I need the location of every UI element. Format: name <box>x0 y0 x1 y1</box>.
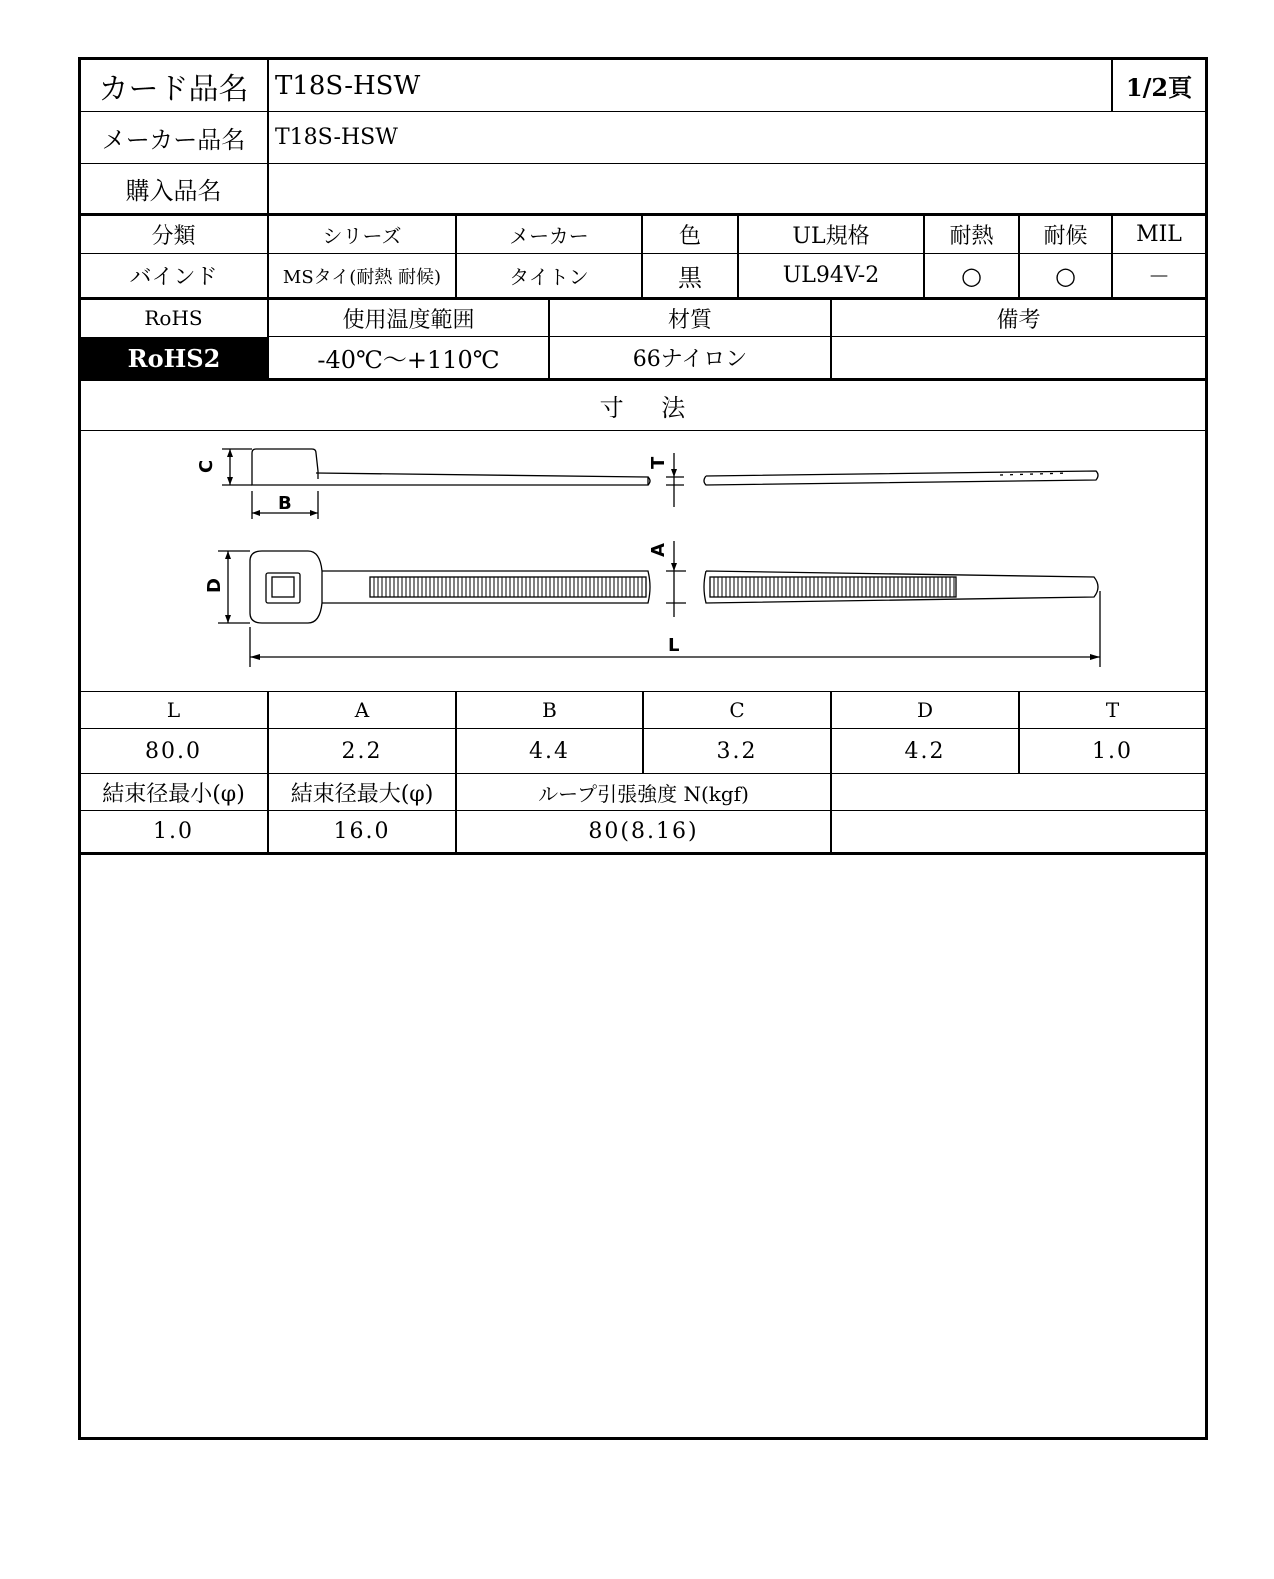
bundle-header-min: 結束径最小(φ) <box>102 781 245 807</box>
spec-header-category: 分類 <box>151 224 196 249</box>
spec-header-series: シリーズ <box>322 224 402 248</box>
spec-header-maker: メーカー <box>509 224 589 248</box>
page-number: 1/2頁 <box>1125 73 1193 102</box>
bundle-value-min: 1.0 <box>153 819 194 844</box>
card-name-value: T18S-HSW <box>275 70 421 101</box>
purchase-name-label: 購入品名 <box>125 177 222 205</box>
top-view-head <box>250 551 322 623</box>
spec-value-series: MSタイ(耐熱 耐候) <box>282 266 442 288</box>
bundle-value-max: 16.0 <box>333 819 391 844</box>
dim-value-a: 2.2 <box>341 738 383 764</box>
spec-value-weather: ○ <box>1055 261 1076 290</box>
side-view-tail <box>704 471 1098 485</box>
material-value: 66ナイロン <box>632 347 748 372</box>
dim-header-t: T <box>1105 698 1120 722</box>
dim-value-l: 80.0 <box>145 738 202 764</box>
rohs-badge: RoHS2 <box>80 337 268 380</box>
dim-value-c: 3.2 <box>716 738 758 764</box>
dimensions-title: 寸 法 <box>599 394 686 422</box>
cable-tie-drawing <box>80 431 1206 691</box>
material-header-remarks: 備考 <box>996 307 1041 333</box>
material-header-material: 材質 <box>667 307 712 333</box>
spec-header-ul: UL規格 <box>792 224 870 249</box>
maker-name-label: メーカー品名 <box>101 126 246 154</box>
purchase-name-value <box>269 164 1205 213</box>
dim-label-t: T <box>648 456 669 469</box>
temp-range-value: -40℃～+110℃ <box>317 346 500 374</box>
dim-header-b: B <box>542 698 557 722</box>
dim-header-l: L <box>166 698 181 722</box>
dim-label-d: D <box>204 578 225 593</box>
bundle-header-strength: ループ引張強度 N(kgf) <box>538 781 749 806</box>
dim-header-a: A <box>354 698 370 722</box>
bundle-value-blank <box>832 811 1205 852</box>
notes-area <box>80 856 1205 1436</box>
dim-value-b: 4.4 <box>529 738 570 764</box>
dim-header-c: C <box>729 698 745 722</box>
material-header-rohs: RoHS <box>144 306 203 330</box>
spec-header-mil: MIL <box>1136 222 1182 247</box>
spec-value-color: 黒 <box>678 264 702 292</box>
side-view-strap <box>252 473 648 485</box>
dim-label-l: L <box>668 635 680 656</box>
top-view-tail <box>704 571 1098 603</box>
remarks-value <box>832 337 1205 378</box>
spec-header-color: 色 <box>678 224 701 249</box>
maker-name-value: T18S-HSW <box>275 125 398 150</box>
dim-value-d: 4.2 <box>904 738 946 764</box>
dim-label-a: A <box>648 543 669 557</box>
rule <box>78 852 1208 855</box>
dim-header-d: D <box>916 698 934 722</box>
material-header-temp: 使用温度範囲 <box>342 307 475 333</box>
spec-value-category: バインド <box>129 265 218 290</box>
spec-header-weather: 耐候 <box>1043 224 1088 249</box>
spec-value-ul: UL94V-2 <box>782 263 880 288</box>
side-view-head <box>252 449 318 479</box>
spec-value-mil: － <box>1147 265 1170 290</box>
spec-value-heat: ○ <box>961 261 982 290</box>
bundle-header-max: 結束径最大(φ) <box>290 781 434 807</box>
bundle-value-strength: 80(8.16) <box>588 819 699 844</box>
bundle-header-blank <box>832 774 1205 810</box>
card-name-label: カード品名 <box>98 71 249 107</box>
dim-label-b: B <box>278 493 292 514</box>
dim-value-t: 1.0 <box>1092 738 1133 764</box>
spec-value-maker: タイトン <box>509 265 589 289</box>
dim-label-c: C <box>196 459 217 473</box>
spec-header-heat: 耐熱 <box>949 224 994 249</box>
